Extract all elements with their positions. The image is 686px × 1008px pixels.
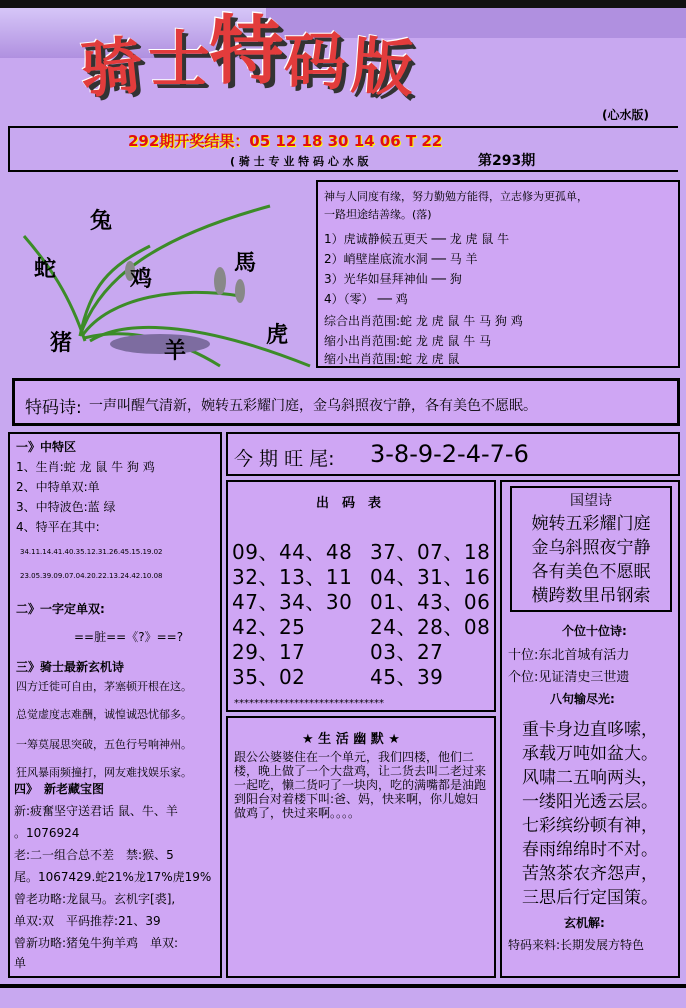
riddle-intro-1: 神与人同度有缘，努力勤勉方能得，立志修为更孤单， <box>324 190 588 203</box>
eight-line: 重卡身边直哆嗦， <box>522 720 658 740</box>
section4-line: 单 <box>14 956 27 970</box>
issue-number: 第293期 <box>478 153 536 169</box>
riddle-line: 1）虎诚静候五更天 ── 龙 虎 鼠 牛 <box>324 232 510 246</box>
section1-numbers-1: 34.11.14.41.40.35.12.31.26.45.15.19.02 <box>20 548 163 556</box>
rule-left <box>8 126 10 170</box>
number-row: 03、27 <box>370 640 444 664</box>
section1-numbers-2: 23.05.39.09.07.04.20.22.13.24.42.10.08 <box>20 572 163 580</box>
header-band <box>0 0 686 8</box>
section3-line: 狂风暴雨频撞打，网友难找娱乐家。 <box>16 766 192 779</box>
section4-title: 四》 新老藏宝图 <box>14 782 105 796</box>
guowang-line: 婉转五彩耀门庭 <box>531 514 651 534</box>
xuanji-title: 玄机解: <box>564 916 605 930</box>
stars-divider: ****************************** <box>234 698 384 709</box>
numbers-box <box>226 480 496 712</box>
title-char-3: 特 <box>209 6 291 95</box>
eight-line: 一缕阳光透云层。 <box>522 792 658 812</box>
zodiac-label-rabbit: 兔 <box>90 209 113 234</box>
riddle-line: 4）（零） ── 鸡 <box>324 292 408 306</box>
eight-poem <box>502 718 678 910</box>
section4-line: 单双:双 平码推荐:21、39 <box>14 914 161 928</box>
riddle-line: 缩小出肖范围:蛇 龙 虎 鼠 <box>324 352 460 366</box>
number-row: 37、07、18 <box>370 540 491 564</box>
title-char-5: 版 <box>349 28 423 107</box>
number-row: 42、25 <box>232 615 306 639</box>
section4-line: 尾。1067429.蛇21%龙17%虎19% <box>14 870 212 884</box>
tail-value: 3-8-9-2-4-7-6 <box>370 440 529 468</box>
life-title: ★ 生 活 幽 默 ★ <box>302 732 400 747</box>
riddle-box <box>316 180 680 368</box>
section1-title: 一》中特区 <box>16 440 77 454</box>
number-row: 47、34、30 <box>232 590 353 614</box>
number-row: 45、39 <box>370 665 444 689</box>
eight-line: 承载万吨如盆大。 <box>522 744 658 764</box>
number-row: 24、28、08 <box>370 615 491 639</box>
section4-line: 老:二一组合总不差 禁:猴、5 <box>14 848 174 862</box>
rule-top <box>8 126 678 128</box>
riddle-line: 综合出肖范围:蛇 龙 虎 鼠 牛 马 狗 鸡 <box>324 314 523 328</box>
number-row: 29、17 <box>232 640 306 664</box>
riddle-line: 3）光华如昼拜神仙 ── 狗 <box>324 272 462 286</box>
guowang-poem <box>512 512 670 608</box>
section4-line: 曾新功略:猪兔牛狗羊鸡 单双: <box>14 936 179 950</box>
section3-line: 四方迁徙可自由，茅塞顿开根在这。 <box>16 680 192 693</box>
tens-line: 十位:东北首城有活力 <box>508 648 630 663</box>
poem-bar <box>12 378 680 426</box>
section3-line: 一筹莫展思突破，五色行号响神州。 <box>16 738 192 751</box>
brand-subline: ( 骑 士 专 业 特 码 心 水 版 <box>230 155 369 168</box>
zodiac-label-pig: 猪 <box>50 331 73 356</box>
zodiac-label-snake: 蛇 <box>34 257 57 282</box>
zodiac-label-rooster: 鸡 <box>130 267 153 292</box>
section3-line: 总觉虚度志难酬，诚惶诚恐忧郁多。 <box>16 708 192 721</box>
eight-line: 七彩缤纷顿有神， <box>522 816 658 836</box>
digit-title: 个位十位诗: <box>562 624 627 638</box>
xuanji-text: 特码来料:长期发展方特色 <box>508 938 645 952</box>
number-row: 04、31、16 <box>370 565 491 589</box>
ones-line: 个位:见证清史三世遗 <box>508 670 630 685</box>
riddle-line: 2）峭壁崖底流水洞 ── 马 羊 <box>324 252 478 266</box>
life-box <box>226 716 496 978</box>
eight-line: 三思后行定国策。 <box>522 888 658 908</box>
guowang-line: 金乌斜照夜宁静 <box>531 538 651 558</box>
section1-item: 2、中特单双:单 <box>16 480 100 494</box>
section3-title: 三》骑士最新玄机诗 <box>16 660 125 674</box>
section1-item: 1、生肖:蛇 龙 鼠 牛 狗 鸡 <box>16 460 155 474</box>
eight-line: 春雨绵绵时不对。 <box>522 840 658 860</box>
title-char-4: 码 <box>284 25 353 98</box>
section1-item: 4、特平在其中: <box>16 520 100 534</box>
life-text: 跟公公婆婆住在一个单元，我们四楼，他们二楼，晚上做了一个大盘鸡，让二货去叫二老过来一起吃，懒二货叼了一块肉，吃的满嘴都是油跑到阳台对着楼下叫:爸、妈，快来啊，你儿媳妇做鸡了，快过来啊。。。。 <box>234 750 487 820</box>
number-row: 35、02 <box>232 665 306 689</box>
eight-title: 八句输尽光: <box>550 692 615 706</box>
number-row: 01、43、06 <box>370 590 491 614</box>
section1-item: 3、中特波色:蓝 绿 <box>16 500 116 514</box>
zodiac-label-tiger: 虎 <box>266 323 289 348</box>
edition-label: (心水版) <box>602 108 649 122</box>
section4-line: 新:疲奮坚守送君话 鼠、牛、羊 <box>14 804 178 818</box>
section4-line: 曾老功略:龙鼠马。玄机字[裘], <box>14 892 176 906</box>
poem-bar-label: 特码诗: <box>25 398 82 418</box>
riddle-line: 缩小出肖范围:蛇 龙 虎 鼠 牛 马 <box>324 334 492 348</box>
bottom-rule <box>0 984 686 988</box>
right-column <box>500 480 680 978</box>
zodiac-label-horse: 馬 <box>234 251 257 276</box>
guowang-title: 国望诗 <box>570 493 612 509</box>
numbers-title: 出 码 表 <box>316 496 382 511</box>
tail-label: 今 期 旺 尾: <box>234 448 335 470</box>
riddle-intro-2: 一路坦途结善缘。(落) <box>324 208 432 221</box>
poem-bar-text: 一声叫醒气清新，婉转五彩耀门庭，金乌斜照夜宁静，各有美色不愿眠。 <box>89 398 537 414</box>
rule-under-header <box>8 170 678 172</box>
number-row: 32、13、11 <box>232 565 353 589</box>
tail-bar <box>226 432 680 476</box>
eight-line: 风啸二五响两头， <box>522 768 658 788</box>
title-char-1: 骑 <box>76 27 153 108</box>
guowang-line: 各有美色不愿眠 <box>531 562 651 582</box>
page-title <box>76 6 580 108</box>
guowang-box <box>510 486 672 612</box>
left-column <box>8 432 222 978</box>
draw-result: 292期开奖结果：05 12 18 30 14 06 T 22 <box>128 132 443 150</box>
section2-title: 二》一字定单双: <box>16 602 105 616</box>
section2-text: ==脏==《?》==? <box>74 630 184 644</box>
zodiac-label-sheep: 羊 <box>164 339 187 364</box>
eight-line: 苦煞茶农齐怨声， <box>522 864 658 884</box>
number-row: 09、44、48 <box>232 540 353 564</box>
section4-line: 。1076924 <box>14 826 80 840</box>
title-char-2: 士 <box>148 23 217 96</box>
guowang-line: 横跨数里吊钢索 <box>531 586 651 606</box>
